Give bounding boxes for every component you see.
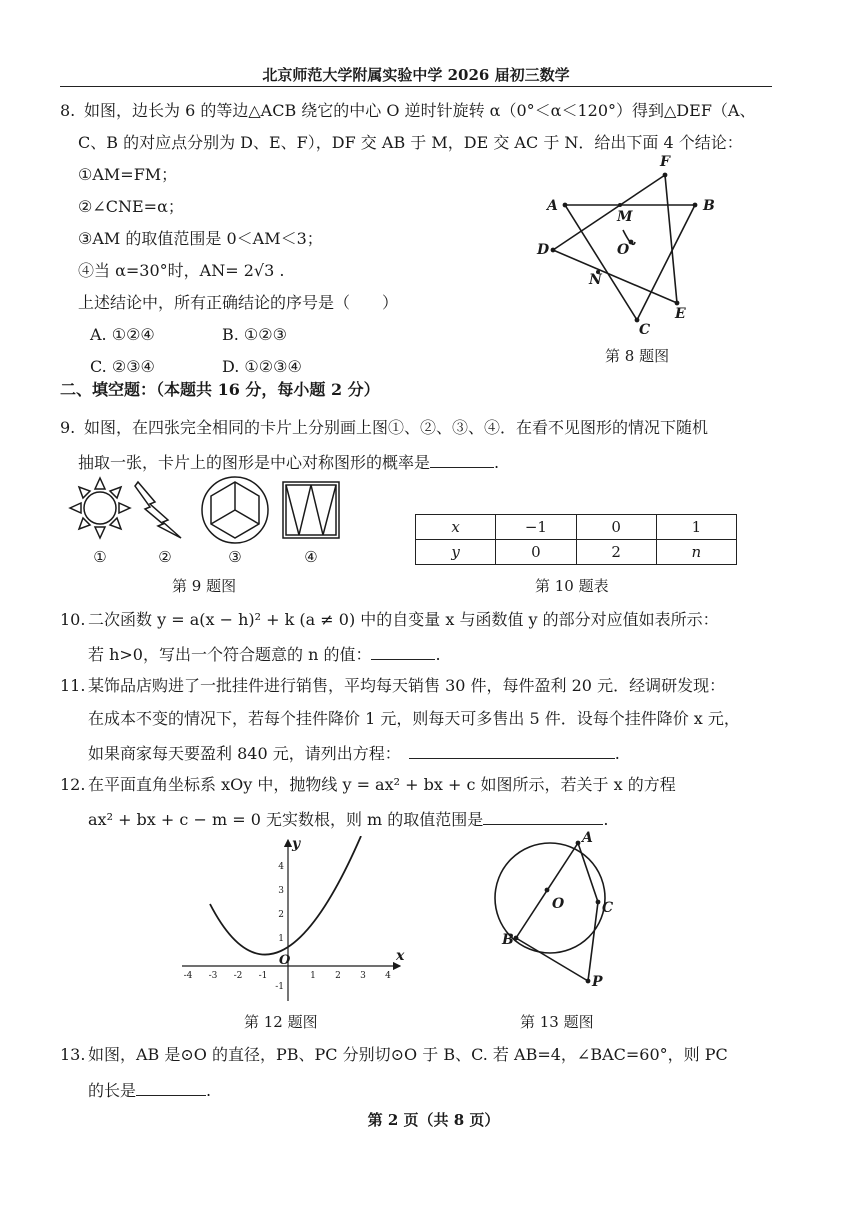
q13-label-c: C: [602, 900, 614, 916]
q12-x-tick: 2: [335, 971, 341, 981]
q13-text-line2-end: .: [206, 1081, 212, 1100]
q11-text-line3-body: 如果商家每天要盈利 840 元，请列出方程：: [88, 744, 401, 763]
section-2-title: 二、填空题：（本题共 16 分，每小题 2 分）: [60, 380, 380, 399]
q9-answer-blank: [430, 451, 494, 468]
q8-label-e: E: [675, 306, 686, 322]
q8-text-line2: C、B 的对应点分别为 D、E、F），DF 交 AB 于 M，DE 交 AC 于 N．给出下面 4 个结论：: [78, 133, 743, 152]
q11-text-line3-end: .: [614, 744, 620, 763]
q9-fig3-circle-cube: [202, 477, 268, 543]
table-cell: 1: [656, 515, 736, 540]
q13-text-line2-body: 的长是: [88, 1081, 137, 1100]
q8-label-c: C: [639, 322, 651, 338]
q12-x-tick: 1: [310, 971, 316, 981]
q12-x-tick: -1: [258, 971, 268, 981]
q8-label-o: O: [617, 242, 630, 258]
q11-text-line3: [88, 742, 620, 764]
table-row: [416, 515, 737, 540]
table-cell: 0: [576, 515, 656, 540]
q12-x-tick: -4: [183, 971, 193, 981]
page-footer: 第 2 页（共 8 页）: [367, 1111, 500, 1129]
q9-fig4-square: [283, 482, 339, 538]
q12-number: 12.: [60, 775, 86, 794]
q13-answer-blank: [136, 1079, 206, 1096]
q9-label-3: ③: [228, 548, 242, 566]
table-cell: 0: [496, 540, 576, 565]
q12-parabola: [210, 836, 361, 955]
q12-x-label: x: [396, 948, 405, 964]
q12-text-line2-body: ax² + bx + c − m = 0 无实数根，则 m 的取值范围是: [88, 810, 484, 829]
q11-answer-blank: [409, 742, 615, 759]
q8-label-b: B: [703, 198, 715, 214]
q12-origin-label: O: [279, 953, 291, 968]
q9-number: 9.: [60, 418, 76, 437]
table-cell: −1: [496, 515, 576, 540]
q8-figure-caption: 第 8 题图: [605, 347, 670, 365]
q13-text-line1: 如图，AB 是⊙O 的直径，PB、PC 分别切⊙O 于 B、C. 若 AB=4，∠BAC=60°，则 PC: [88, 1045, 728, 1064]
q12-y-tick: -1: [275, 982, 284, 992]
q10-table-caption: 第 10 题表: [535, 577, 609, 595]
q9-label-4: ④: [304, 548, 318, 566]
page-header: [60, 62, 772, 87]
q8-question: 上述结论中，所有正确结论的序号是（ ）: [78, 293, 399, 312]
q9-figure-caption: 第 9 题图: [172, 577, 237, 595]
q12-figure-caption: 第 12 题图: [244, 1013, 318, 1031]
q11-text-line2: 在成本不变的情况下，若每个挂件降价 1 元，则每天可多售出 5 件．设每个挂件降价 x 元，: [88, 709, 740, 728]
q13-label-b: B: [502, 932, 514, 948]
q8-label-f: F: [660, 154, 670, 170]
q12-x-tick: -2: [233, 971, 243, 981]
header-title: 北京师范大学附属实验中学 2026 届初三数学: [262, 66, 570, 84]
q8-figure: [525, 150, 725, 340]
q8-option-d: D. ①②③④: [222, 357, 302, 376]
q10-answer-blank: [371, 643, 435, 660]
q12-figure: [178, 836, 408, 1006]
q9-figures: [65, 476, 345, 566]
q9-text-line2: [78, 451, 499, 473]
table-cell: y: [416, 540, 496, 565]
q12-y-tick: 3: [278, 886, 284, 896]
q12-y-tick: 4: [278, 862, 284, 872]
q12-text-line2-end: .: [603, 810, 609, 829]
q8-conclusion-3: ③AM 的取值范围是 0＜AM＜3；: [78, 229, 323, 248]
q12-text-line1: 在平面直角坐标系 xOy 中，抛物线 y = ax² + bx + c 如图所示，若关于 x 的方程: [88, 775, 676, 794]
q9-fig2-lightning: [135, 482, 181, 538]
q10-number: 10.: [60, 610, 86, 629]
q9-label-2: ②: [158, 548, 172, 566]
q8-conclusion-1: ①AM=FM；: [78, 165, 178, 184]
q8-conclusion-4: ④当 α=30°时，AN= 2√3 .: [78, 261, 285, 280]
q12-x-tick: 4: [385, 971, 391, 981]
q8-label-n: N: [589, 272, 602, 288]
table-row: [416, 540, 737, 565]
q8-label-m: M: [617, 209, 633, 225]
q13-label-p: P: [592, 974, 603, 990]
q13-figure-caption: 第 13 题图: [520, 1013, 594, 1031]
q10-text-line1: 二次函数 y = a(x − h)² + k (a ≠ 0) 中的自变量 x 与函数值 y 的部分对应值如表所示：: [88, 610, 719, 629]
q9-text-line2-body: 抽取一张，卡片上的图形是中心对称图形的概率是: [78, 453, 431, 472]
q13-chord-ac: [578, 843, 598, 902]
q12-answer-blank: [483, 808, 603, 825]
q9-text-line2-end: .: [494, 453, 500, 472]
q12-x-tick: 3: [360, 971, 366, 981]
q10-text-line2-end: .: [435, 645, 441, 664]
q8-option-b: B. ①②③: [222, 325, 287, 344]
q8-number: 8.: [60, 101, 76, 120]
q8-option-a: A. ①②④: [90, 325, 155, 344]
q8-label-a: A: [547, 198, 558, 214]
q8-text-line1: 如图，边长为 6 的等边△ACB 绕它的中心 O 逆时针旋转 α（0°＜α＜120°）得到△DEF（A、: [84, 101, 756, 120]
q10-text-line2-body: 若 h>0，写出一个符合题意的 n 的值：: [88, 645, 372, 664]
q13-tangent-pc: [588, 902, 598, 981]
q8-option-c: C. ②③④: [90, 357, 155, 376]
q9-label-1: ①: [93, 548, 107, 566]
q9-fig1-sun: [70, 478, 130, 538]
q12-x-tick: -3: [208, 971, 218, 981]
q13-label-a: A: [582, 830, 593, 846]
q10-text-line2: [88, 643, 441, 665]
q12-y-tick: 1: [278, 934, 284, 944]
q11-text-line1: 某饰品店购进了一批挂件进行销售，平均每天销售 30 件，每件盈利 20 元．经调研发现：: [88, 676, 726, 695]
q8-label-d: D: [537, 242, 550, 258]
q13-text-line2: [88, 1079, 211, 1101]
q8-conclusion-2: ②∠CNE=α；: [78, 197, 184, 216]
table-cell: n: [656, 540, 736, 565]
q13-figure: [490, 826, 630, 1001]
q9-text-line1: 如图，在四张完全相同的卡片上分别画上图①、②、③、④．在看不见图形的情况下随机: [84, 418, 709, 437]
q13-tangent-pb: [516, 938, 588, 981]
q12-y-label: y: [292, 836, 301, 852]
q12-y-tick: 2: [278, 910, 284, 920]
table-cell: 2: [576, 540, 656, 565]
table-cell: x: [416, 515, 496, 540]
q11-number: 11.: [60, 676, 86, 695]
q13-number: 13.: [60, 1045, 86, 1064]
q10-table: [415, 514, 737, 565]
q13-label-o: O: [552, 896, 565, 912]
